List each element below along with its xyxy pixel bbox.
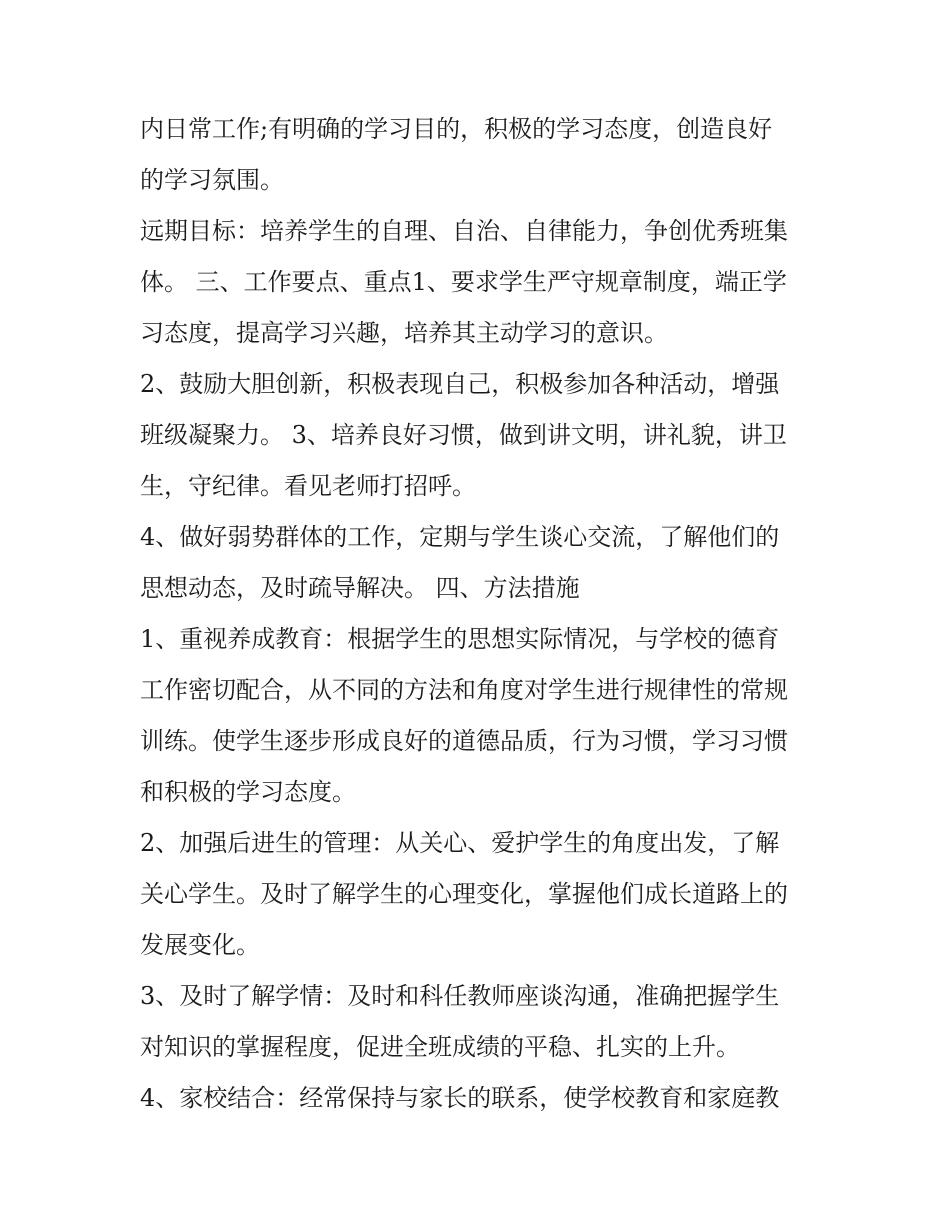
text-line: 体。 三、工作要点、重点1、要求学生严守规章制度，端正学	[140, 268, 787, 296]
text-line: 4、做好弱势群体的工作，定期与学生谈心交流，了解他们的	[140, 523, 780, 551]
text-line: 关心学生。及时了解学生的心理变化，掌握他们成长道路上的	[140, 880, 788, 908]
text-line: 3、及时了解学情：及时和科任教师座谈沟通，准确把握学生	[140, 982, 780, 1010]
document-body	[140, 104, 830, 1124]
text-line: 训练。使学生逐步形成良好的道德品质，行为习惯，学习习惯	[140, 727, 788, 755]
text-line: 远期目标：培养学生的自理、自治、自律能力，争创优秀班集	[140, 217, 788, 245]
text-line: 2、鼓励大胆创新，积极表现自己，积极参加各种活动，增强	[140, 370, 780, 398]
text-line: 4、家校结合：经常保持与家长的联系，使学校教育和家庭教	[140, 1084, 780, 1112]
text-line: 1、重视养成教育：根据学生的思想实际情况，与学校的德育	[140, 625, 780, 653]
text-line: 生，守纪律。看见老师打招呼。	[140, 472, 476, 500]
text-line: 和积极的学习态度。	[140, 778, 356, 806]
text-line: 对知识的掌握程度，促进全班成绩的平稳、扎实的上升。	[140, 1033, 740, 1061]
text-line: 思想动态，及时疏导解决。 四、方法措施	[140, 574, 580, 602]
text-line: 工作密切配合，从不同的方法和角度对学生进行规律性的常规	[140, 676, 788, 704]
text-line: 发展变化。	[140, 931, 260, 959]
text-line: 习态度，提高学习兴趣，培养其主动学习的意识。	[140, 319, 668, 347]
text-line: 内日常工作;有明确的学习目的，积极的学习态度，创造良好	[140, 115, 773, 143]
text-line: 班级凝聚力。 3、培养良好习惯，做到讲文明，讲礼貌，讲卫	[140, 421, 787, 449]
text-line: 2、加强后进生的管理：从关心、爱护学生的角度出发，了解	[140, 829, 780, 857]
text-line: 的学习氛围。	[140, 166, 284, 194]
